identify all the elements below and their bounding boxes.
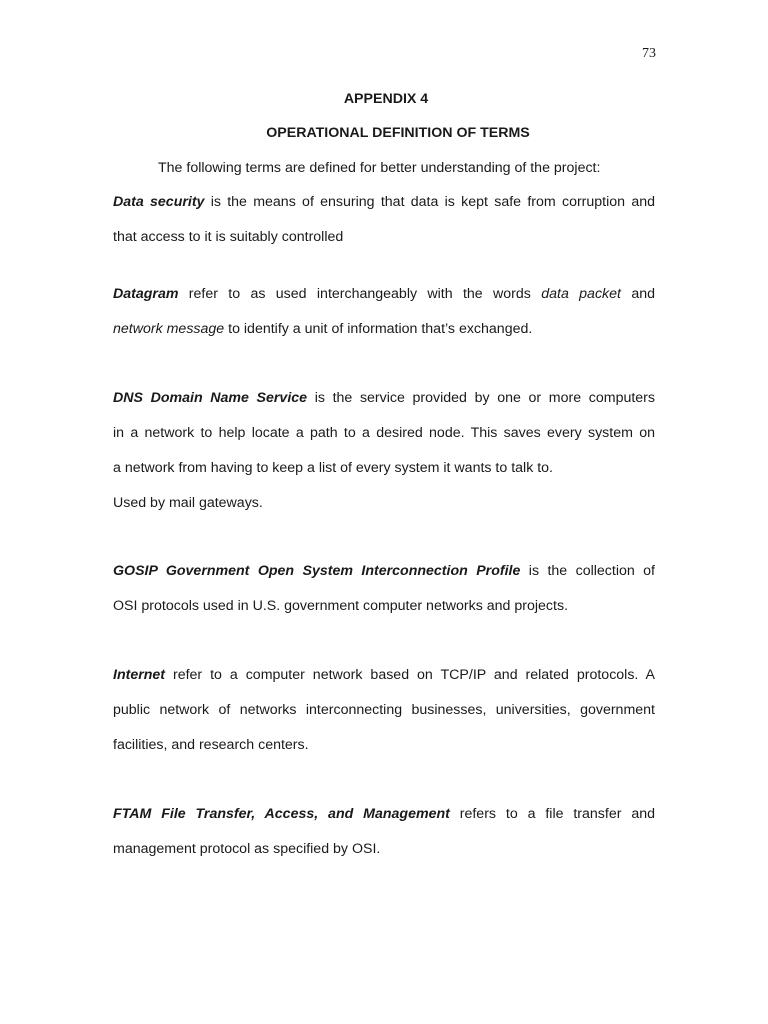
definition-line — [113, 797, 655, 832]
definition-text: is the collection of — [520, 563, 655, 579]
definition-ftam — [113, 797, 655, 867]
definition-text: that access to it is suitably controlled — [113, 229, 344, 245]
definition-text: OSI protocols used in U.S. government computer networks and projects. — [113, 598, 569, 614]
definition-line — [113, 832, 655, 867]
definition-text: to identify a unit of information that’s exchanged. — [224, 321, 533, 337]
definition-text: is the means of ensuring that data is kept safe from corruption and — [204, 194, 655, 210]
definition-line — [113, 416, 655, 451]
definition-line — [113, 589, 655, 624]
page-number: 73 — [642, 46, 656, 61]
intro-paragraph: The following terms are defined for better understanding of the project: — [158, 160, 601, 176]
italic-phrase: data packet — [541, 286, 621, 302]
definition-text: and — [620, 286, 655, 302]
term-label: GOSIP Government Open System Interconnection Profile — [113, 563, 521, 579]
definition-line — [113, 381, 655, 416]
definition-text: management protocol as specified by OSI. — [113, 841, 381, 857]
definition-line — [113, 658, 655, 693]
definition-text: facilities, and research centers. — [113, 737, 309, 753]
definition-line — [113, 693, 655, 728]
definition-line — [113, 728, 655, 763]
definition-line — [113, 554, 655, 589]
term-label: Data security — [113, 194, 205, 210]
definition-datagram — [113, 277, 655, 347]
term-label: DNS Domain Name Service — [113, 390, 308, 406]
definition-data-security — [113, 185, 655, 255]
definition-internet — [113, 658, 655, 763]
definition-gosip — [113, 554, 655, 624]
definition-text: refers to a file transfer and — [449, 806, 656, 822]
term-label: Internet — [113, 667, 166, 683]
definition-line — [113, 451, 655, 486]
appendix-title: APPENDIX 4 — [343, 91, 429, 107]
definition-text: is the service provided by one or more computers — [307, 390, 655, 406]
section-title: OPERATIONAL DEFINITION OF TERMS — [266, 125, 530, 141]
definition-line — [113, 220, 655, 255]
definition-text: public network of networks interconnecting businesses, universities, government — [113, 702, 655, 718]
definition-line — [113, 277, 655, 312]
definition-dns — [113, 381, 655, 521]
definition-text: in a network to help locate a path to a desired node. This saves every system on — [113, 425, 655, 441]
term-label: Datagram — [113, 286, 179, 302]
definition-text: Used by mail gateways. — [113, 495, 263, 511]
definition-line — [113, 185, 655, 220]
definition-text: refer to as used interchangeably with the words — [178, 286, 542, 302]
definition-text: refer to a computer network based on TCP/IP and related protocols. A — [165, 667, 655, 683]
definition-line — [113, 486, 655, 521]
definition-text: a network from having to keep a list of every system it wants to talk to. — [113, 460, 553, 476]
definition-line — [113, 312, 655, 347]
italic-phrase: network message — [113, 321, 225, 337]
term-label: FTAM File Transfer, Access, and Management — [113, 806, 450, 822]
